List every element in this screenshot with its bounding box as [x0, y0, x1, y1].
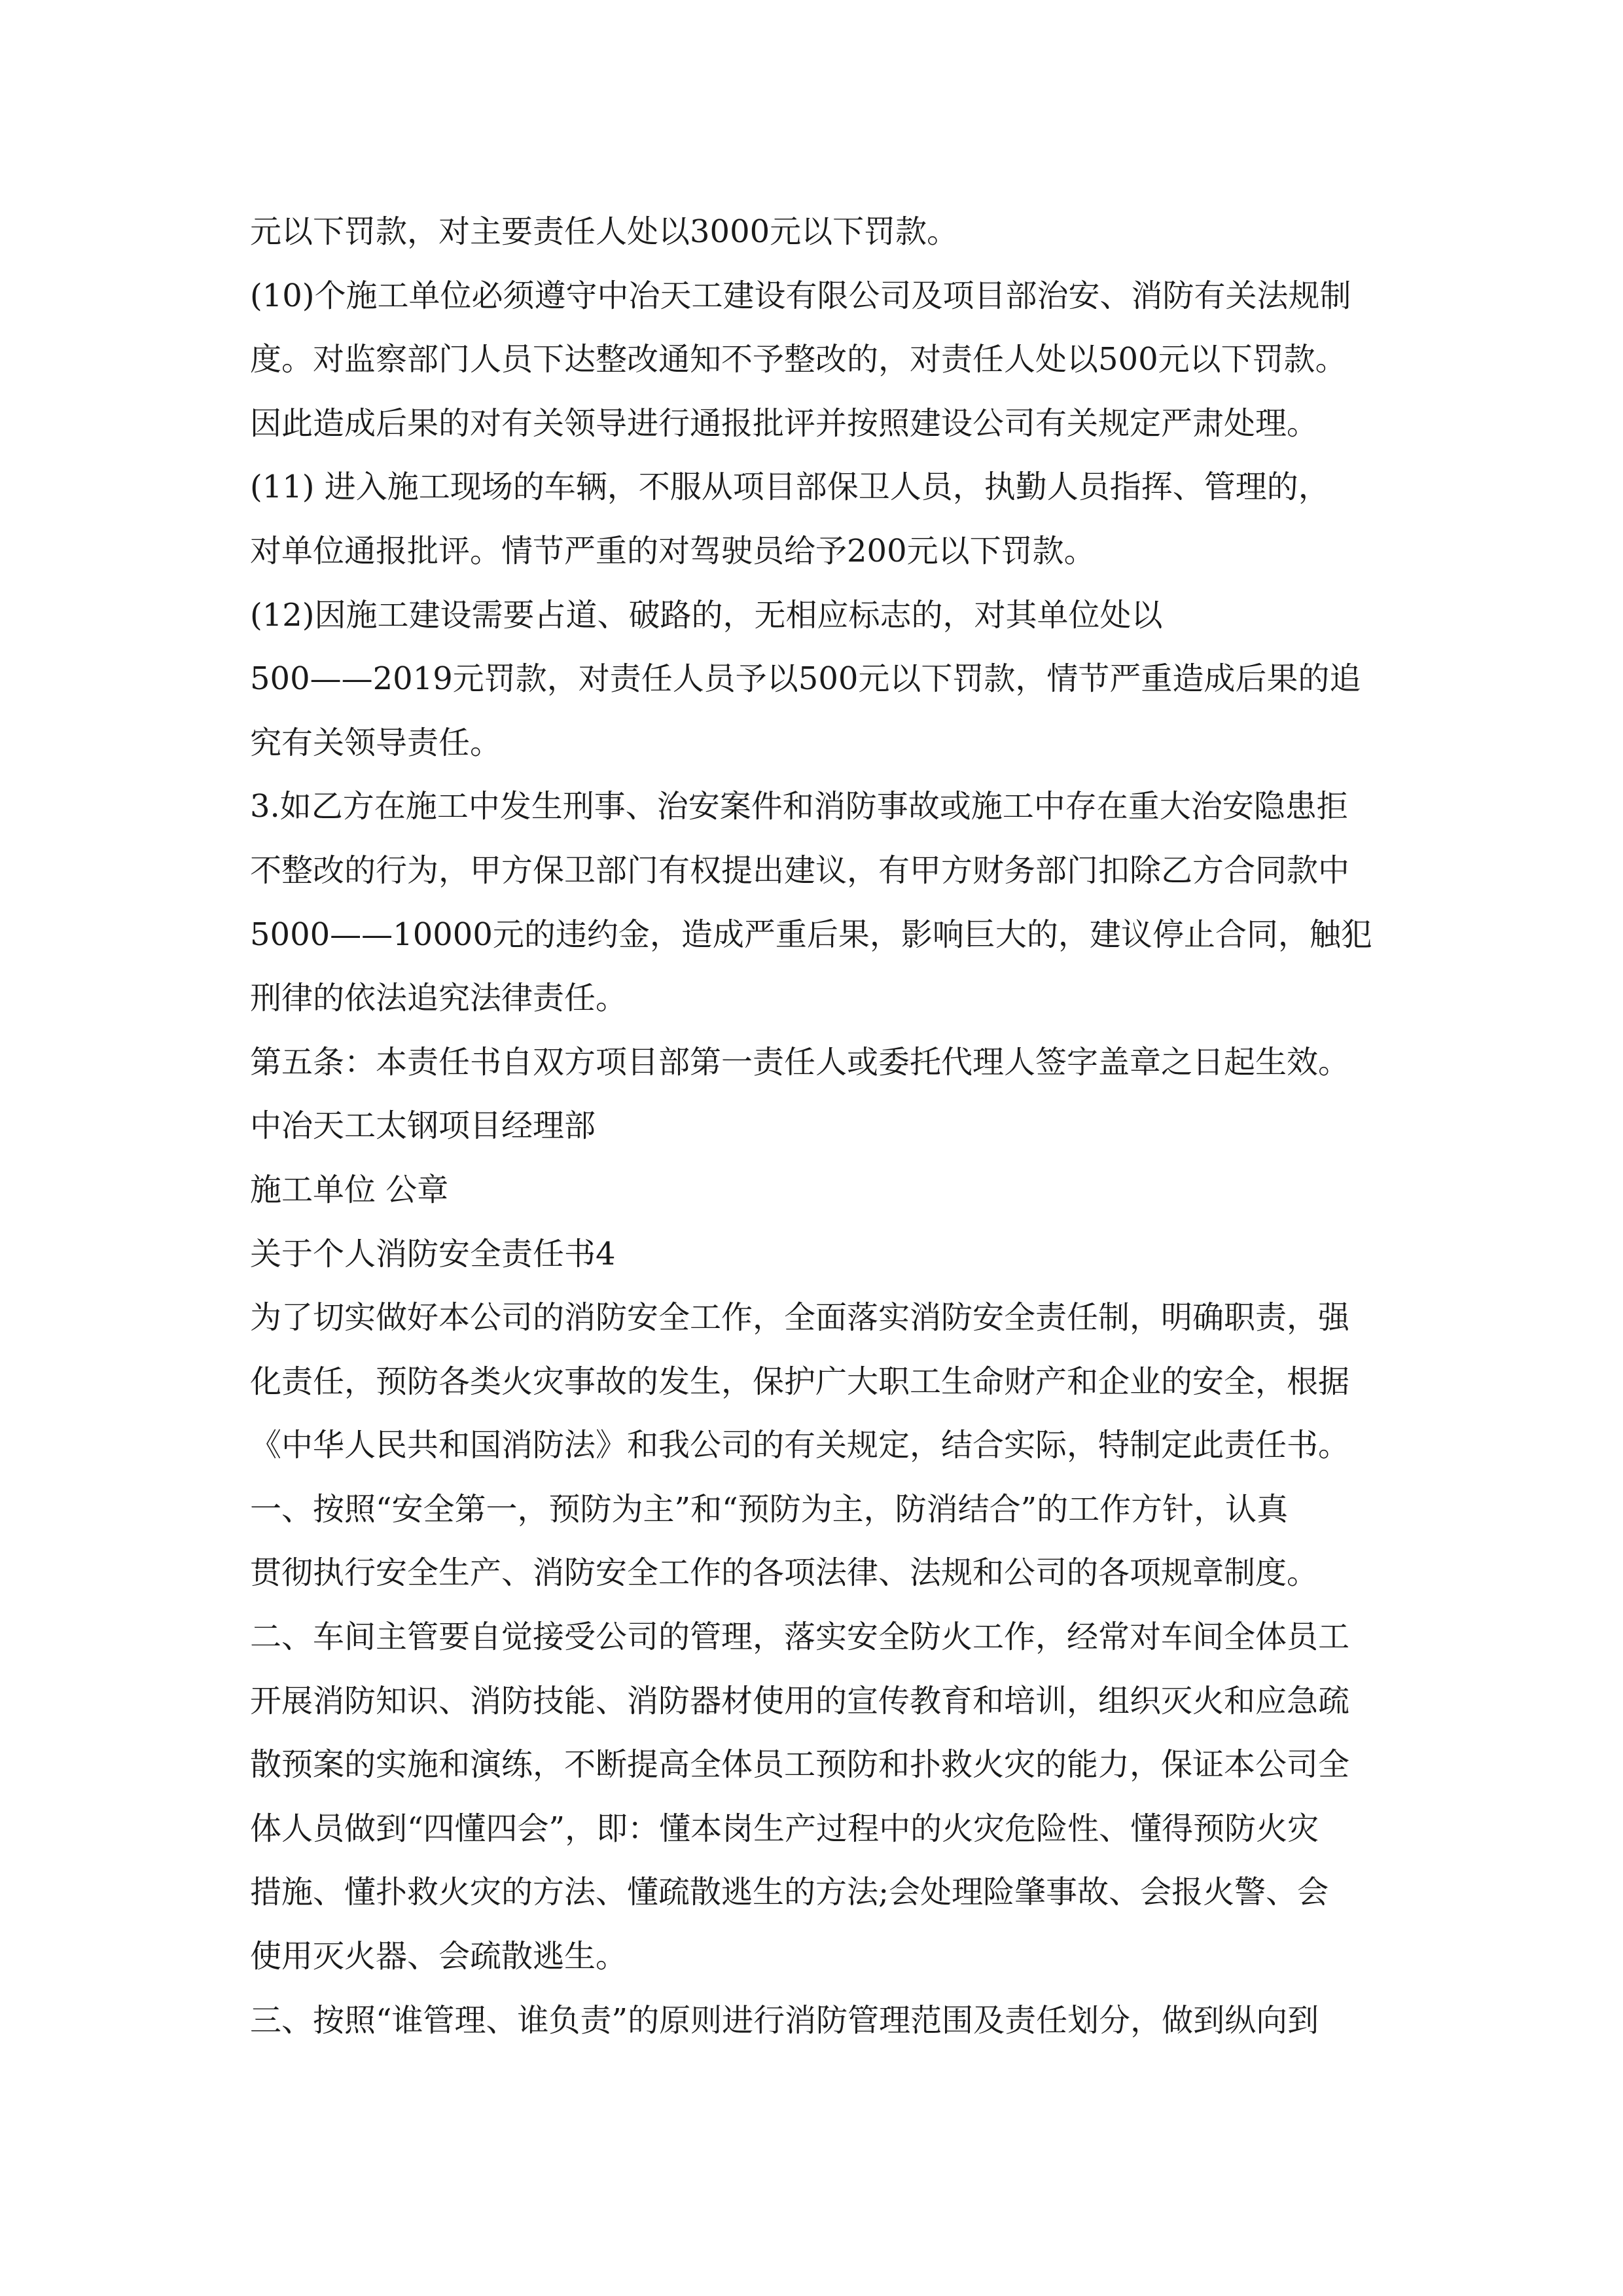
text-line: 使用灭火器、会疏散逃生。 — [250, 1938, 628, 1975]
text-line: 施工单位 公章 — [250, 1171, 449, 1208]
text-line: 体人员做到“四懂四会”，即：懂本岗生产过程中的火灾危险性、懂得预防火灾 — [250, 1810, 1319, 1847]
text-line: 《中华人民共和国消防法》和我公司的有关规定，结合实际，特制定此责任书。 — [250, 1427, 1350, 1464]
text-line: 化责任，预防各类火灾事故的发生，保护广大职工生命财产和企业的安全，根据 — [250, 1363, 1350, 1400]
text-line: 三、按照“谁管理、谁负责”的原则进行消防管理范围及责任划分，做到纵向到 — [250, 2001, 1319, 2039]
text-line: 为了切实做好本公司的消防安全工作，全面落实消防安全责任制，明确职责，强 — [250, 1299, 1350, 1336]
text-line: 措施、懂扑救火灾的方法、懂疏散逃生的方法;会处理险肇事故、会报火警、会 — [250, 1874, 1329, 1911]
text-line: 度。对监察部门人员下达整改通知不予整改的，对责任人处以500元以下罚款。 — [250, 341, 1347, 378]
text-line: 二、车间主管要自觉接受公司的管理，落实安全防火工作，经常对车间全体员工 — [250, 1619, 1350, 1656]
text-line: 对单位通报批评。情节严重的对驾驶员给予200元以下罚款。 — [250, 532, 1096, 569]
text-line: 究有关领导责任。 — [250, 724, 502, 761]
text-line: 500——2019元罚款，对责任人员予以500元以下罚款，情节严重造成后果的追 — [250, 660, 1361, 698]
text-line: (12)因施工建设需要占道、破路的，无相应标志的，对其单位处以 — [250, 596, 1163, 634]
text-line: (11) 进入施工现场的车辆，不服从项目部保卫人员，执勤人员指挥、管理的， — [250, 469, 1330, 506]
text-line: 元以下罚款，对主要责任人处以3000元以下罚款。 — [250, 213, 959, 250]
text-line: 散预案的实施和演练，不断提高全体员工预防和扑救火灾的能力，保证本公司全 — [250, 1746, 1350, 1784]
text-line: 不整改的行为，甲方保卫部门有权提出建议，有甲方财务部门扣除乙方合同款中 — [250, 852, 1350, 889]
text-line: 贯彻执行安全生产、消防安全工作的各项法律、法规和公司的各项规章制度。 — [250, 1554, 1319, 1592]
text-line: 因此造成后果的对有关领导进行通报批评并按照建设公司有关规定严肃处理。 — [250, 404, 1319, 442]
text-line: 第五条：本责任书自双方项目部第一责任人或委托代理人签字盖章之日起生效。 — [250, 1043, 1350, 1081]
text-line: (10)个施工单位必须遵守中冶天工建设有限公司及项目部治安、消防有关法规制 — [250, 277, 1351, 314]
text-line: 开展消防知识、消防技能、消防器材使用的宣传教育和培训，组织灭火和应急疏 — [250, 1682, 1350, 1719]
text-line: 5000——10000元的违约金，造成严重后果，影响巨大的，建议停止合同，触犯 — [250, 916, 1372, 953]
document-body — [250, 200, 1389, 2053]
section-title: 关于个人消防安全责任书4 — [250, 1235, 616, 1272]
text-line: 刑律的依法追究法律责任。 — [250, 980, 628, 1017]
text-line: 中冶天工太钢项目经理部 — [250, 1107, 596, 1145]
text-line: 一、按照“安全第一，预防为主”和“预防为主，防消结合”的工作方针，认真 — [250, 1490, 1289, 1528]
text-line: 3.如乙方在施工中发生刑事、治安案件和消防事故或施工中存在重大治安隐患拒 — [250, 788, 1348, 825]
